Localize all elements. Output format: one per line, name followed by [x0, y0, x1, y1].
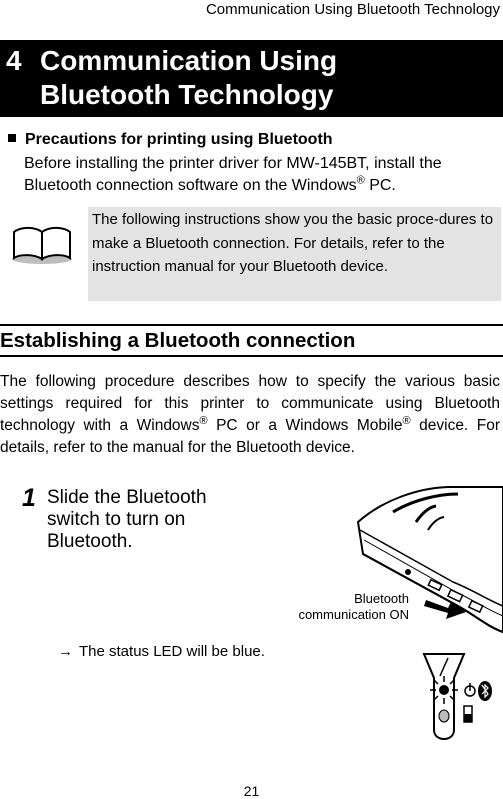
registered-mark: ®: [199, 414, 208, 427]
intro-text-1: The following procedure describes how to specify the various basic settings required for this printer to communicate using Bluetooth technology with a Windows: [0, 373, 500, 434]
precautions-heading: [8, 130, 333, 150]
note-box: [88, 207, 501, 301]
page-number: 21: [243, 783, 260, 799]
precautions-heading-text: Precautions for printing using Bluetooth: [25, 131, 333, 148]
step-result: The status LED will be blue.: [79, 643, 265, 660]
step-number: 1: [22, 484, 36, 512]
note-text: The following instructions show you the basic proce-dures to make a Bluetooth connection. For details, refer to the instruction manual for your Bluetooth device.: [92, 211, 494, 275]
chapter-number: 4: [6, 45, 22, 76]
intro-text-3: device. For details, refer to the manual for the Bluetooth device.: [0, 417, 500, 456]
intro-paragraph: [0, 371, 500, 459]
callout-line1: Bluetooth: [354, 591, 409, 606]
result-arrow-icon: →: [58, 643, 73, 660]
chapter-title-line1: Communication Using: [40, 45, 338, 76]
square-bullet-icon: [8, 134, 16, 142]
chapter-title-line2: Bluetooth Technology: [40, 79, 334, 110]
step-instruction: Slide the Bluetooth switch to turn on Bluetooth.: [47, 487, 207, 552]
section-heading: Establishing a Bluetooth connection: [0, 329, 356, 352]
bluetooth-callout-label: [290, 591, 409, 623]
callout-line2: communication ON: [298, 607, 409, 622]
running-header: Communication Using Bluetooth Technology: [205, 1, 500, 18]
chapter-title-bar: [0, 40, 503, 117]
section-rule-bottom: [0, 355, 503, 357]
chapter-title: [40, 44, 337, 112]
section-rule-top: [0, 324, 503, 326]
intro-text-2: PC or a Windows Mobile: [207, 417, 403, 434]
book-icon: [10, 224, 74, 266]
registered-mark: ®: [356, 174, 365, 187]
precautions-text-end: PC.: [364, 177, 396, 194]
status-led-illustration: [418, 648, 502, 748]
precautions-body: [24, 153, 500, 197]
precautions-text: Before installing the printer driver for MW-145BT, install the Bluetooth connection software on the Windows: [24, 155, 442, 194]
registered-mark: ®: [402, 414, 411, 427]
